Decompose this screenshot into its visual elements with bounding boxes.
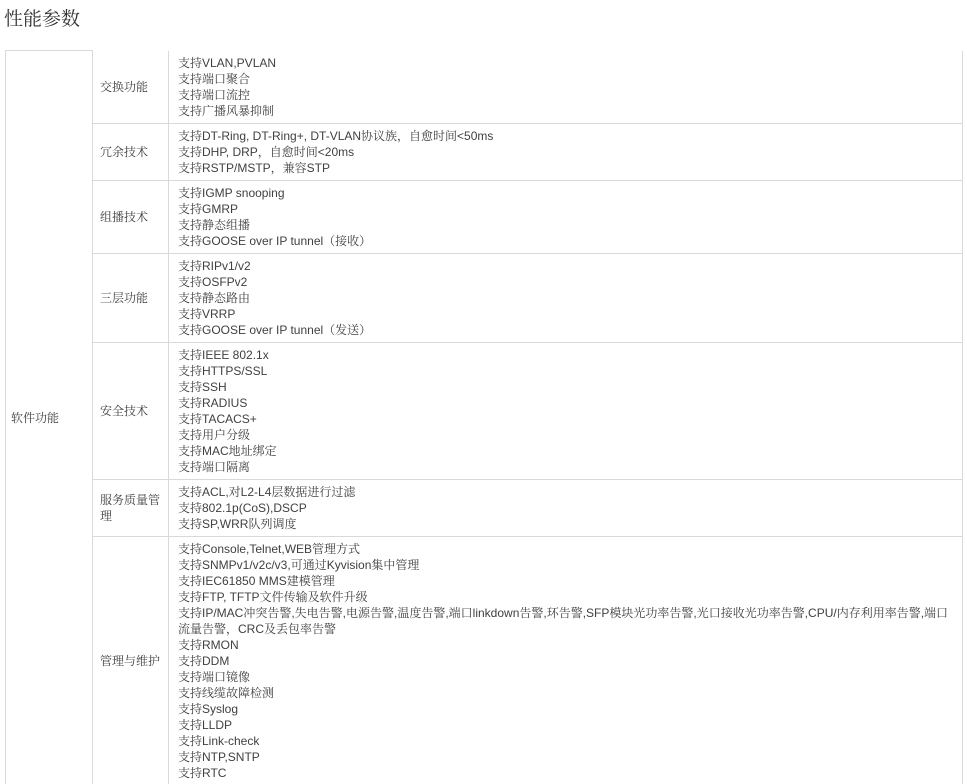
spec-item: 支持MAC地址绑定 bbox=[178, 443, 277, 458]
category-cell: 三层功能 bbox=[93, 253, 169, 342]
items-cell bbox=[169, 479, 963, 536]
spec-table-wrap bbox=[5, 50, 967, 784]
spec-item: 支持端口流控 bbox=[178, 87, 251, 102]
items-cell bbox=[169, 180, 963, 253]
spec-item: 支持广播风暴抑制 bbox=[178, 103, 275, 118]
spec-item: 支持VLAN,PVLAN bbox=[178, 55, 277, 70]
spec-item: 支持GMRP bbox=[178, 201, 239, 216]
items-cell bbox=[169, 342, 963, 479]
table-row bbox=[6, 536, 963, 784]
spec-item: 支持NTP,SNTP bbox=[178, 749, 260, 764]
spec-item: 支持IGMP snooping bbox=[178, 185, 285, 200]
spec-item: 支持GOOSE over IP tunnel（发送） bbox=[178, 322, 372, 337]
spec-item: 支持DDM bbox=[178, 653, 230, 668]
category-cell: 组播技术 bbox=[93, 180, 169, 253]
spec-item: 支持RTC bbox=[178, 765, 227, 780]
table-row bbox=[6, 123, 963, 180]
spec-item: 支持FTP, TFTP文件传输及软件升级 bbox=[178, 589, 368, 604]
spec-item: 支持802.1p(CoS),DSCP bbox=[178, 500, 307, 515]
category-cell: 管理与维护 bbox=[93, 536, 169, 784]
spec-item: 支持IP/MAC冲突告警,失电告警,电源告警,温度告警,端口linkdown告警,环告警,SFP模块光功率告警,光口接收光功率告警,CPU/内存利用率告警,端口流量告警，CRC及丢包率告警 bbox=[178, 605, 949, 636]
table-row bbox=[6, 253, 963, 342]
spec-item: 支持用户分级 bbox=[178, 427, 251, 442]
spec-item: 支持端口聚合 bbox=[178, 71, 251, 86]
spec-item: 支持ACL,对L2-L4层数据进行过滤 bbox=[178, 484, 356, 499]
spec-item: 支持IEC61850 MMS建模管理 bbox=[178, 573, 335, 588]
spec-item: 支持IEEE 802.1x bbox=[178, 347, 269, 362]
table-row bbox=[6, 51, 963, 124]
spec-item: 支持端口镜像 bbox=[178, 669, 251, 684]
category-cell: 冗余技术 bbox=[93, 123, 169, 180]
spec-item: 支持RADIUS bbox=[178, 395, 248, 410]
spec-item: 支持TACACS+ bbox=[178, 411, 257, 426]
spec-item: 支持RMON bbox=[178, 637, 239, 652]
category-cell: 交换功能 bbox=[93, 51, 169, 124]
section-title: 性能参数 bbox=[4, 9, 81, 30]
table-row bbox=[6, 180, 963, 253]
items-cell bbox=[169, 51, 963, 124]
spec-item: 支持SP,WRR队列调度 bbox=[178, 516, 297, 531]
spec-item: 支持RIPv1/v2 bbox=[178, 258, 251, 273]
spec-item: 支持DHP, DRP，自愈时间<20ms bbox=[178, 144, 355, 159]
spec-item: 支持VRRP bbox=[178, 306, 236, 321]
spec-item: 支持LLDP bbox=[178, 717, 233, 732]
spec-item: 支持Syslog bbox=[178, 701, 239, 716]
items-cell bbox=[169, 536, 963, 784]
spec-item: 支持静态路由 bbox=[178, 290, 251, 305]
category-cell: 安全技术 bbox=[93, 342, 169, 479]
items-cell bbox=[169, 123, 963, 180]
spec-item: 支持线缆故障检测 bbox=[178, 685, 275, 700]
spec-item: 支持端口隔离 bbox=[178, 459, 251, 474]
table-row bbox=[6, 479, 963, 536]
row-group-cell: 软件功能 bbox=[6, 51, 93, 784]
spec-item: 支持HTTPS/SSL bbox=[178, 363, 268, 378]
spec-item: 支持RSTP/MSTP，兼容STP bbox=[178, 160, 331, 175]
spec-item: 支持SNMPv1/v2c/v3,可通过Kyvision集中管理 bbox=[178, 557, 420, 572]
table-row bbox=[6, 342, 963, 479]
spec-item: 支持静态组播 bbox=[178, 217, 251, 232]
spec-item: 支持DT-Ring, DT-Ring+, DT-VLAN协议族，自愈时间<50ms bbox=[178, 128, 494, 143]
spec-item: 支持Link-check bbox=[178, 733, 260, 748]
spec-item: 支持SSH bbox=[178, 379, 227, 394]
spec-item: 支持Console,Telnet,WEB管理方式 bbox=[178, 541, 361, 556]
spec-item: 支持GOOSE over IP tunnel（接收） bbox=[178, 233, 372, 248]
spec-item: 支持OSFPv2 bbox=[178, 274, 248, 289]
category-cell: 服务质量管理 bbox=[93, 479, 169, 536]
spec-table bbox=[5, 50, 963, 784]
items-cell bbox=[169, 253, 963, 342]
